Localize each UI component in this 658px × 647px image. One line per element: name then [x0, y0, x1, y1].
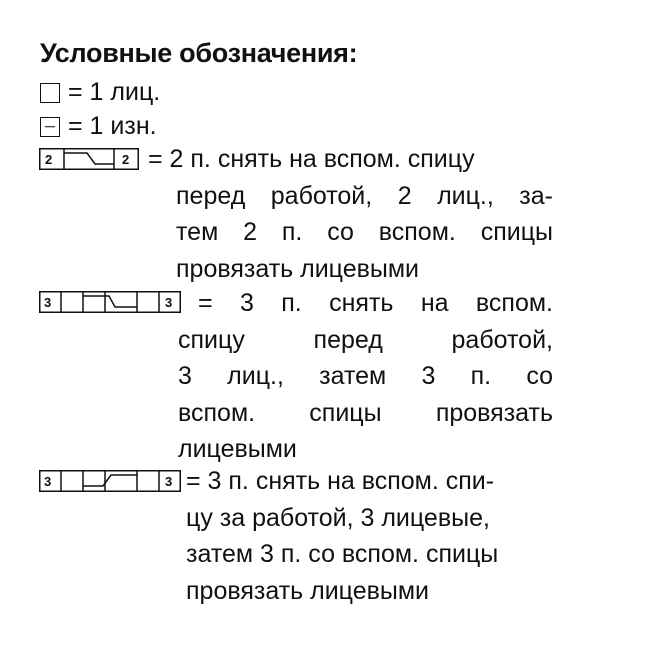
- cable-3b-right-number: 3: [165, 474, 173, 489]
- text-line: перед работой, 2 лиц., за-: [176, 181, 553, 210]
- cable-3f-left-number: 3: [44, 295, 52, 310]
- text-line: = 3 п. снять на вспом.: [198, 289, 553, 317]
- text-line: цу за работой, 3 лицевые,: [186, 503, 490, 532]
- text-line: тем 2 п. со вспом. спицы: [176, 218, 553, 246]
- cable-2-right-number: 2: [122, 152, 130, 167]
- text-line: вспом. спицы провязать: [178, 398, 553, 427]
- cable-2-left-number: 2: [45, 152, 53, 167]
- text-line: = 2 п. снять на вспом. спицу: [148, 145, 475, 173]
- text-line: = 3 п. снять на вспом. спи-: [186, 467, 495, 495]
- text-line: 3 лиц., затем 3 п. со: [178, 362, 553, 390]
- cable-3-front-description: [198, 285, 553, 322]
- cable-3f-right-number: 3: [165, 295, 173, 310]
- text-line: лицевыми: [178, 435, 297, 463]
- legend-item-knit-text: = 1 лиц.: [68, 78, 161, 106]
- text-line: провязать лицевыми: [186, 576, 430, 605]
- cable-2-description: [148, 141, 553, 178]
- cable-3b-left-number: 3: [44, 474, 52, 489]
- cable-2-front-icon: [39, 148, 139, 170]
- text-line: спицу перед работой,: [178, 325, 553, 354]
- legend-item-purl-text: = 1 изн.: [68, 112, 157, 140]
- purl-stitch-icon: [40, 117, 60, 137]
- text-line: провязать лицевыми: [176, 254, 420, 283]
- text-line: затем 3 п. со вспом. спицы: [186, 540, 499, 568]
- cable-2-description-cont: [176, 178, 553, 288]
- cable-3-front-icon: [39, 291, 181, 313]
- knit-stitch-icon: [40, 83, 60, 103]
- legend-item-purl: [40, 112, 157, 141]
- legend-item-knit: [40, 78, 160, 107]
- cable-3-front-description-cont: [178, 322, 553, 468]
- cable-3-back-description: [186, 463, 556, 609]
- legend-title: Условные обозначения:: [40, 38, 358, 68]
- cable-3-back-icon: [39, 470, 181, 492]
